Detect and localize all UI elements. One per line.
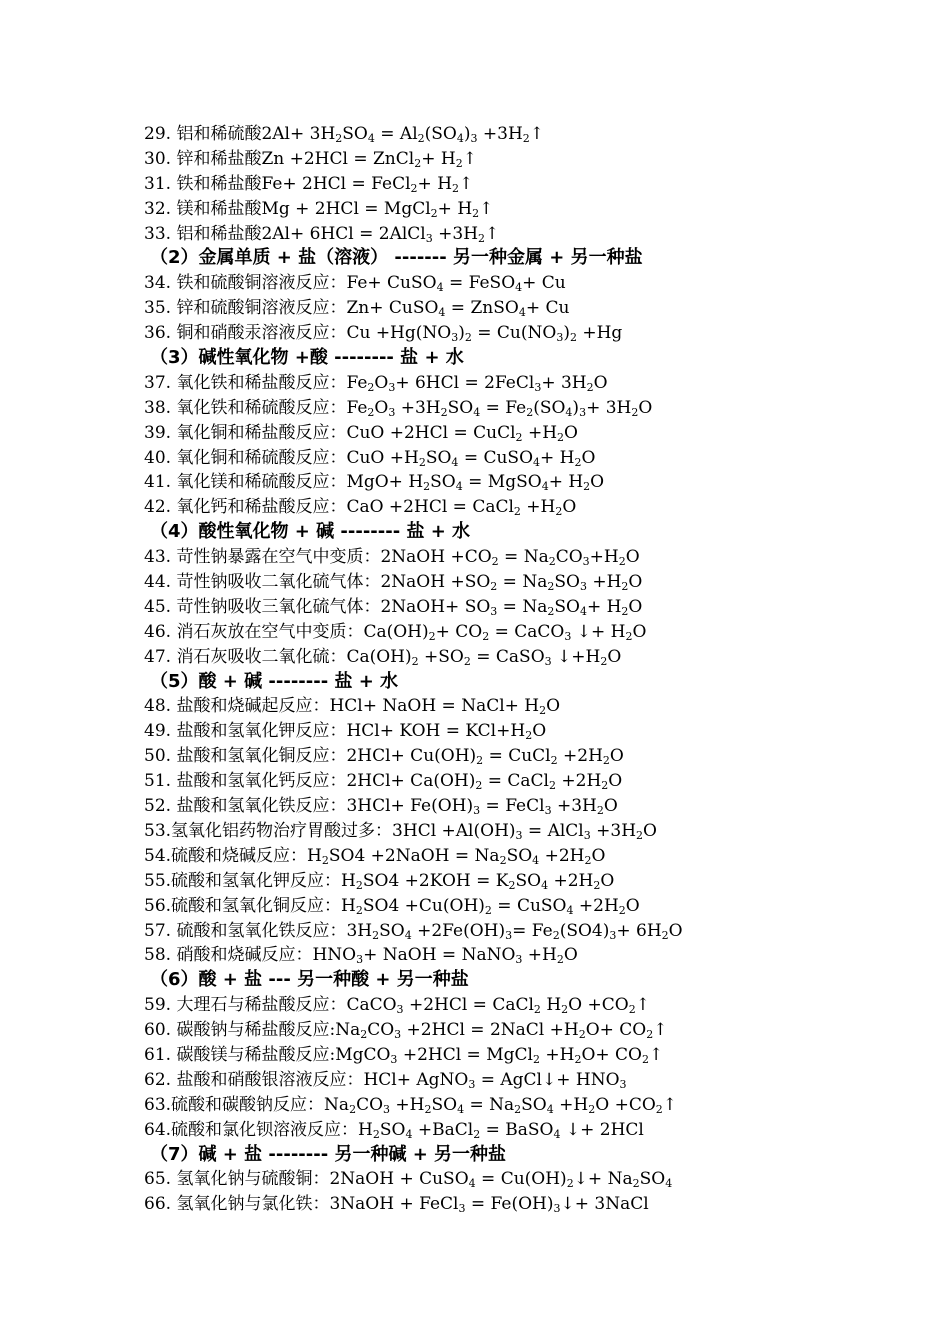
item-number: 65. bbox=[144, 1169, 172, 1190]
equation-line bbox=[144, 421, 924, 446]
section-heading: （7）碱 + 盐 -------- 另一种碱 + 另一种盐 bbox=[150, 1143, 507, 1165]
section-heading: （2）金属单质 + 盐（溶液） ------- 另一种金属 + 另一种盐 bbox=[150, 247, 643, 269]
reaction-name: 苛性钠暴露在空气中变质： bbox=[171, 547, 381, 568]
equation-line bbox=[144, 645, 924, 670]
reaction-name: 消石灰吸收二氧化硫： bbox=[171, 646, 347, 667]
reaction-name: 铁和稀盐酸 bbox=[171, 173, 262, 194]
item-number: 61. bbox=[144, 1044, 172, 1065]
equation-line bbox=[144, 147, 924, 172]
item-number: 50. bbox=[144, 746, 172, 767]
chemical-equation: $H_2SO_4$ +BaCl$_2$ = BaSO$_4$ ↓+ 2HCl bbox=[358, 1119, 644, 1141]
chemical-equation: $Ca(OH)_2+ CO_2$ = CaCO$_3$ ↓+ $H_2O$ bbox=[363, 621, 647, 643]
reaction-name: 铜和硝酸汞溶液反应： bbox=[171, 323, 347, 344]
equation-line bbox=[144, 1068, 924, 1093]
equation-line bbox=[144, 545, 924, 570]
reaction-name: 锌和稀盐酸 bbox=[171, 148, 262, 169]
chemical-equation: Zn +2HCl = ZnCl$_2$+ $H_2↑$ bbox=[261, 148, 477, 170]
item-number: 43. bbox=[144, 547, 172, 568]
reaction-name: 硫酸和氢氧化钾反应： bbox=[171, 870, 342, 891]
reaction-name: 氧化铁和稀硫酸反应： bbox=[171, 397, 347, 418]
item-number: 39. bbox=[144, 422, 172, 443]
item-number: 55. bbox=[144, 870, 172, 891]
item-number: 29. bbox=[144, 124, 172, 144]
item-number: 66. bbox=[144, 1194, 172, 1215]
reaction-name: 盐酸和硝酸银溶液反应： bbox=[171, 1069, 364, 1090]
reaction-name: 氧化铜和稀硫酸反应： bbox=[171, 447, 347, 468]
equation-line bbox=[144, 1167, 924, 1192]
reaction-name: 硝酸和烧碱反应： bbox=[171, 945, 313, 966]
reaction-name: 盐酸和氢氧化铁反应： bbox=[171, 796, 347, 817]
chemical-equation: $MgO+ H_2SO_4$ = MgSO$_4$+ $H_2O$ bbox=[346, 472, 605, 494]
reaction-name: 氧化铁和稀盐酸反应： bbox=[171, 372, 347, 393]
item-number: 56. bbox=[144, 895, 172, 916]
section-heading: （3）碱性氧化物 +酸 -------- 盐 + 水 bbox=[150, 347, 464, 369]
equation-line bbox=[144, 396, 924, 421]
chemical-equation: CuO +2HCl = CuCl$_2$ $+H_2O$ bbox=[346, 422, 578, 444]
chemical-equation: 2NaOH + CuSO$_4$ = $Cu(OH)_2↓+ Na_2SO_4$ bbox=[329, 1169, 673, 1191]
reaction-name: 大理石与稀盐酸反应： bbox=[171, 995, 347, 1016]
chemical-equation: Mg + 2HCl = MgCl$_2$+ $H_2↑$ bbox=[261, 198, 494, 220]
chemical-equation: MgCO$_3$ +2HCl = MgCl$_2$ $+H_2O+$ $CO_2↑$ bbox=[335, 1044, 664, 1066]
item-number: 54. bbox=[144, 845, 172, 866]
reaction-name: 氢氧化铝药物治疗胃酸过多： bbox=[171, 820, 393, 841]
chemical-equation: HCl+ NaOH = NaCl+ $H_2O$ bbox=[329, 696, 561, 718]
item-number: 48. bbox=[144, 696, 172, 717]
item-number: 45. bbox=[144, 596, 172, 617]
item-number: 58. bbox=[144, 945, 172, 966]
equation-line bbox=[144, 844, 924, 869]
reaction-name: 碳酸镁与稀盐酸反应: bbox=[171, 1044, 336, 1065]
reaction-name: 氧化钙和稀盐酸反应： bbox=[171, 497, 347, 518]
equation-line bbox=[144, 769, 924, 794]
item-number: 57. bbox=[144, 920, 172, 941]
reaction-name: 氧化铜和稀盐酸反应： bbox=[171, 422, 347, 443]
item-number: 35. bbox=[144, 298, 172, 319]
equation-line bbox=[144, 993, 924, 1018]
reaction-name: 盐酸和氢氧化钙反应： bbox=[171, 771, 347, 792]
chemical-equation: $Cu +Hg(NO_3)_2 = Cu(NO_3)_2 +Hg$ bbox=[346, 323, 623, 345]
item-number: 52. bbox=[144, 796, 172, 817]
equation-line bbox=[144, 1018, 924, 1043]
equation-line bbox=[144, 794, 924, 819]
reaction-name: 苛性钠吸收三氧化硫气体： bbox=[171, 596, 381, 617]
reaction-name: 铁和硫酸铜溶液反应： bbox=[171, 273, 347, 294]
reaction-name: 盐酸和氢氧化钾反应： bbox=[171, 721, 347, 742]
document-page bbox=[144, 122, 924, 1217]
reaction-name: 硫酸和氢氧化铜反应： bbox=[171, 895, 342, 916]
equation-line bbox=[144, 819, 924, 844]
chemical-equation: 2Al+ 6HCl = 2AlCl$_3$ $+3H_2↑$ bbox=[261, 223, 500, 245]
equation-line bbox=[144, 1043, 924, 1068]
item-number: 34. bbox=[144, 273, 172, 294]
chemical-equation: $Na_2CO_3 +2HCl$ = 2NaCl $+H_2O+$ $CO_2↑$ bbox=[335, 1020, 668, 1042]
equation-line bbox=[144, 172, 924, 197]
chemical-equation: $Fe_2O_3+ 6HCl$ = 2FeCl$_3$+ $3H_2O$ bbox=[346, 372, 608, 394]
reaction-name: 氧化镁和稀硫酸反应： bbox=[171, 472, 347, 493]
reaction-name: 苛性钠吸收二氧化硫气体： bbox=[171, 572, 381, 593]
reaction-name: 氢氧化钠与氯化铁： bbox=[171, 1194, 330, 1215]
chemical-equation: $2HCl+ Cu(OH)_2$ = CuCl$_2$ $+2H_2O$ bbox=[346, 746, 624, 768]
chemical-equation: 2NaOH+ $SO_3 = Na_2SO_4+ H_2O$ bbox=[380, 596, 643, 618]
item-number: 36. bbox=[144, 323, 172, 344]
item-number: 38. bbox=[144, 397, 172, 418]
chemical-equation: $HNO_3+$ NaOH = NaNO$_3$ $+H_2O$ bbox=[312, 945, 578, 967]
item-number: 42. bbox=[144, 497, 172, 518]
equation-line bbox=[144, 919, 924, 944]
chemical-equation: $Fe_2O_3 +3H_2SO_4 = Fe_2(SO_4)_3+ 3H_2O$ bbox=[346, 397, 653, 419]
chemical-equation: HCl+ KOH = $KCl+H_2O$ bbox=[346, 721, 547, 743]
chemical-equation: 3NaOH + FeCl$_3$ = $Fe(OH)_3↓+$ 3NaCl bbox=[329, 1194, 649, 1216]
equation-line bbox=[144, 296, 924, 321]
reaction-name: 镁和稀盐酸 bbox=[171, 198, 262, 219]
chemical-equation: $Na_2CO_3 +H_2SO_4 = Na_2SO_4 +H_2O$ $+CO_2↑$ bbox=[324, 1094, 678, 1116]
reaction-name: 硫酸和氢氧化铁反应： bbox=[171, 920, 347, 941]
equation-line bbox=[144, 869, 924, 894]
reaction-name: 消石灰放在空气中变质： bbox=[171, 621, 364, 642]
reaction-name: 锌和硫酸铜溶液反应： bbox=[171, 298, 347, 319]
chemical-equation: $3H_2SO_4 +2Fe(OH)_3= Fe_2(SO4)_3+ 6H_2O$ bbox=[346, 920, 683, 942]
chemical-equation: CuO $+H_2SO_4$ = CuSO$_4$+ $H_2O$ bbox=[346, 447, 596, 469]
chemical-equation: $H_2SO4 +2KOH = K_2SO_4 +2H_2O$ bbox=[341, 870, 615, 892]
equation-line bbox=[144, 197, 924, 222]
chemical-equation: 2NaOH $+CO_2 = Na_2CO_3+H_2O$ bbox=[380, 547, 640, 569]
equation-line bbox=[144, 1118, 924, 1143]
reaction-name: 硫酸和烧碱反应： bbox=[171, 845, 308, 866]
item-number: 31. bbox=[144, 173, 172, 194]
equation-line bbox=[144, 222, 924, 247]
equation-line bbox=[144, 719, 924, 744]
item-number: 59. bbox=[144, 995, 172, 1016]
chemical-equation: 2NaOH $+SO_2 = Na_2SO_3 +H_2O$ bbox=[380, 572, 643, 594]
equation-line bbox=[144, 744, 924, 769]
item-number: 53. bbox=[144, 820, 172, 841]
equation-line bbox=[144, 595, 924, 620]
chemical-equation: $Ca(OH)_2 +SO_2$ = CaSO$_3$ $↓+H_2O$ bbox=[346, 646, 622, 668]
equation-line bbox=[144, 570, 924, 595]
equation-line bbox=[144, 122, 924, 147]
reaction-name: 盐酸和烧碱起反应： bbox=[171, 696, 330, 717]
section-heading: （5）酸 + 碱 -------- 盐 + 水 bbox=[150, 670, 399, 692]
item-number: 37. bbox=[144, 372, 172, 393]
item-number: 64. bbox=[144, 1119, 172, 1140]
reaction-name: 铝和稀硫酸 bbox=[171, 124, 262, 144]
reaction-name: 盐酸和氢氧化铜反应： bbox=[171, 746, 347, 767]
reaction-name: 碳酸钠与稀盐酸反应: bbox=[171, 1020, 336, 1041]
equation-line bbox=[144, 495, 924, 520]
chemical-equation: Fe+ 2HCl = FeCl$_2$+ $H_2↑$ bbox=[261, 173, 474, 195]
chemical-equation: HCl+ AgNO$_3$ = AgCl↓+ $HNO_3$ bbox=[363, 1069, 627, 1091]
item-number: 51. bbox=[144, 771, 172, 792]
chemical-equation: $2HCl+ Ca(OH)_2$ = CaCl$_2$ $+2H_2O$ bbox=[346, 771, 623, 793]
equation-line bbox=[144, 446, 924, 471]
chemical-equation: $3HCl +Al(OH)_3$ = AlCl$_3$ $+3H_2O$ bbox=[392, 820, 657, 842]
chemical-equation: $3HCl+ Fe(OH)_3$ = FeCl$_3$ $+3H_2O$ bbox=[346, 796, 618, 818]
chemical-equation: CaO +2HCl = CaCl$_2$ $+H_2O$ bbox=[346, 497, 577, 519]
item-number: 44. bbox=[144, 572, 172, 593]
equation-line bbox=[144, 894, 924, 919]
chemical-equation: CaCO$_3$ +2HCl = CaCl$_2$ $H_2O$ $+CO_2↑$ bbox=[346, 995, 650, 1017]
equation-line bbox=[144, 470, 924, 495]
reaction-name: 硫酸和氯化钡溶液反应： bbox=[171, 1119, 359, 1140]
chemical-equation: Zn+ CuSO$_4$ = ZnSO$_4$+ Cu bbox=[346, 298, 570, 320]
equation-line bbox=[144, 321, 924, 346]
item-number: 40. bbox=[144, 447, 172, 468]
reaction-name: 氢氧化钠与硫酸铜： bbox=[171, 1169, 330, 1190]
item-number: 49. bbox=[144, 721, 172, 742]
equation-line bbox=[144, 694, 924, 719]
item-number: 63. bbox=[144, 1094, 172, 1115]
item-number: 32. bbox=[144, 198, 172, 219]
item-number: 60. bbox=[144, 1020, 172, 1041]
equation-line bbox=[144, 371, 924, 396]
item-number: 47. bbox=[144, 646, 172, 667]
equation-line bbox=[144, 1093, 924, 1118]
equation-line bbox=[144, 271, 924, 296]
item-number: 46. bbox=[144, 621, 172, 642]
chemical-equation: $2Al+ 3H_2SO_4 = Al_2(SO_4)_3$ $+3H_2↑$ bbox=[261, 124, 545, 145]
section-heading: （6）酸 + 盐 --- 另一种酸 + 另一种盐 bbox=[150, 969, 469, 991]
item-number: 41. bbox=[144, 472, 172, 493]
item-number: 30. bbox=[144, 148, 172, 169]
chemical-equation: Fe+ CuSO$_4$ = FeSO$_4$+ Cu bbox=[346, 273, 566, 295]
equation-line bbox=[144, 620, 924, 645]
reaction-name: 铝和稀盐酸 bbox=[171, 223, 262, 244]
equation-line bbox=[144, 943, 924, 968]
section-heading: （4）酸性氧化物 + 碱 -------- 盐 + 水 bbox=[150, 521, 471, 543]
chemical-equation: $H_2SO4$ +2NaOH = $Na_2SO_4 +2H_2O$ bbox=[307, 845, 606, 867]
item-number: 33. bbox=[144, 223, 172, 244]
item-number: 62. bbox=[144, 1069, 172, 1090]
equation-line bbox=[144, 1192, 924, 1217]
chemical-equation: $H_2SO4 +Cu(OH)_2$ = CuSO$_4$ $+2H_2O$ bbox=[341, 895, 640, 917]
reaction-name: 硫酸和碳酸钠反应： bbox=[171, 1094, 325, 1115]
